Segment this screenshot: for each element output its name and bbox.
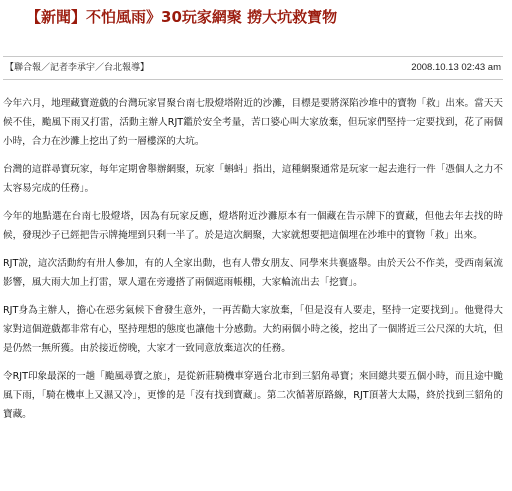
article-meta-bar (3, 56, 503, 80)
article-paragraph: RJT身為主辦人，擔心在惡劣氣候下會發生意外，一再苦勸大家放棄，「但是沒有人要走，堅持一定要找到」。他覺得大家對這個遊戲都非常有心，堅持理想的態度也讓他十分感動。大約兩個小時之後，挖出了一個將近三公尺深的大坑，但是仍然一無所獲。由於接近傍晚，大家才一致同意放棄這次的任務。 (3, 305, 503, 354)
article-byline: 【聯合報／記者李承宇／台北報導】 (5, 63, 150, 73)
article-body (3, 94, 503, 433)
article-paragraph: 今年的地點選在台南七股燈塔，因為有玩家反應，燈塔附近沙灘原本有一個藏在告示牌下的寶藏，但他去年去找的時候，發現沙子已經把告示牌掩埋到只剩一半了。於是這次網聚，大家就想要把這個埋在沙堆中的寶物「救」出來。 (3, 211, 503, 241)
article-paragraph: 今年六月，地理藏寶遊戲的台灣玩家冒聚台南七股燈塔附近的沙灘，目標是要將深陷沙堆中的寶物「救」出來。當天天候不佳，颱風下雨又打雷，活動主辦人RJT鑑於安全考量，苦口婆心叫大家放棄，但玩家們堅持一定要找到，花了兩個小時，合力在沙灘上挖出了約一層樓深的大坑。 (3, 98, 503, 147)
article-paragraph: 令RJT印象最深的一趟「颱風尋寶之旅」，是從新莊騎機車穿過台北市到三貂角尋寶；來回總共要五個小時，而且途中颱風下雨，「騎在機車上又濕又冷」，更慘的是「沒有找到寶藏」。第二次循著原路線，RJT頂著大太陽，終於找到三貂角的寶藏。 (3, 371, 503, 420)
article-datetime: 2008.10.13 02:43 am (411, 62, 501, 73)
article-paragraph: 台灣的這群尋寶玩家，每年定期會舉辦網聚，玩家「蝌蚪」指出，這種網聚通常是玩家一起去進行一件「憑個人之力不太容易完成的任務」。 (3, 164, 503, 194)
article-paragraph: RJT說，這次活動約有卅人參加，有的人全家出動，也有人帶女朋友、同學來共襄盛舉。由於天公不作美，受西南氣流影響，風大雨大加上打雷，眾人還在旁邊搭了兩個遮雨帳棚，大家輪流出去「挖寶」。 (3, 258, 503, 288)
article-headline: 【新聞】不怕風雨》30玩家網聚 撈大坑救寶物 (26, 8, 338, 26)
